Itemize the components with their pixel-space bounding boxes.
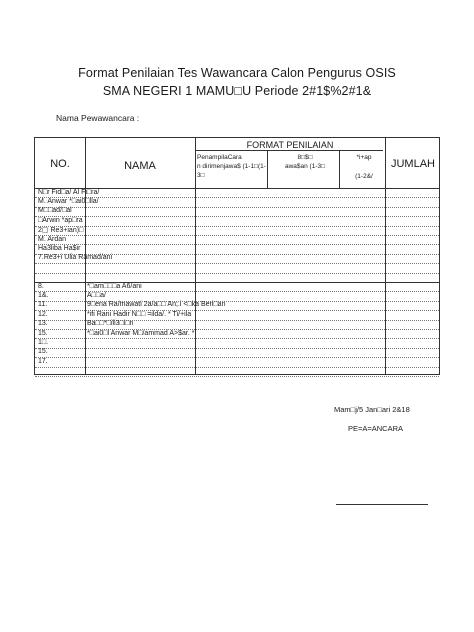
- col-divider: [339, 150, 340, 188]
- table-row: [35, 357, 439, 366]
- row-number-cell: M□□ad/□al: [38, 207, 72, 215]
- document-title: Format Penilaian Tes Wawancara Calon Pengurus OSIS: [78, 66, 396, 80]
- table-row: [35, 263, 439, 272]
- criteria-1-header: [197, 153, 269, 180]
- table-row: [35, 282, 439, 291]
- row-name-cell: 9□ena Ra/mawati 2a/a□□ An;.i <□ka Beri□an: [87, 301, 226, 309]
- row-number-cell: 1&.: [38, 291, 49, 299]
- signature-line: [336, 504, 428, 505]
- row-number-cell: 8.: [38, 282, 44, 290]
- table-row: [35, 310, 439, 319]
- criteria-3-header: [343, 153, 385, 181]
- row-number-cell: 1□.: [38, 338, 49, 346]
- row-divider: [35, 376, 439, 377]
- place-date: Mam□j/5 Jan□ari 2&18: [334, 405, 410, 414]
- row-number-cell: 2▢ Re3+ian)□: [38, 227, 84, 235]
- row-name-cell: *□am□□□a A6/ani: [87, 282, 142, 290]
- criteria-2-line2: awa$an (1-3□: [284, 163, 326, 170]
- row-number-cell: 15.: [38, 329, 48, 337]
- row-number-cell: □Arwin *ap□ra: [38, 216, 83, 224]
- row-name-cell: *ifi Rani Hadir N□□ =ilda/. * Ti/+ila: [87, 310, 192, 318]
- col-no-header: NO.: [50, 158, 70, 170]
- criteria-1-line1: PenampilaCara: [197, 154, 242, 161]
- table-row: [35, 291, 439, 300]
- row-number-cell: 7.Re3+i Ulia Ramad/ani: [38, 254, 113, 262]
- row-number-cell: 15.: [38, 348, 48, 356]
- table-row: [35, 338, 439, 347]
- header-divider: [195, 150, 383, 151]
- table-row: [35, 226, 439, 235]
- row-number-cell: 11.: [38, 301, 48, 309]
- table-row: [35, 329, 439, 338]
- criteria-3-line2: (1-2&/: [355, 173, 373, 180]
- row-number-cell: M. Ardan: [38, 235, 67, 243]
- assessment-table: [34, 137, 440, 375]
- criteria-2-header: [271, 153, 339, 171]
- row-number-cell: 13.: [38, 320, 48, 328]
- table-row: [35, 197, 439, 206]
- document-subtitle: SMA NEGERI 1 MAMU□U Periode 2#1$%2#1&: [102, 84, 372, 98]
- table-row: [35, 244, 439, 253]
- row-name-cell: Ba□□*□ili3□i□n: [87, 320, 134, 328]
- col-nama-header: NAMA: [124, 160, 156, 172]
- table-row: [35, 235, 439, 244]
- col-jumlah-header: JUMLAH: [390, 158, 435, 170]
- format-header: FORMAT PENILAIAN: [246, 140, 334, 150]
- criteria-1-line2: n dirimenjawa$ (1-1□(1-3□: [197, 163, 266, 179]
- table-row: [35, 207, 439, 216]
- row-name-cell: A□□a/: [87, 291, 106, 299]
- interviewer-label: Nama Pewawancara :: [56, 113, 140, 123]
- row-number-cell: M. Anwar *□ai0□lla/: [38, 197, 99, 205]
- table-row: [35, 348, 439, 357]
- signature-role: PE=A=ANCARA: [348, 424, 404, 433]
- criteria-3-line1: *i+ap: [356, 154, 372, 161]
- table-row: [35, 188, 439, 197]
- row-name-cell: *□ai0□l Anwar M□/ammad A>$ar. *: [87, 329, 195, 337]
- table-row: [35, 320, 439, 329]
- table-row: [35, 216, 439, 225]
- row-number-cell: 17.: [38, 357, 48, 365]
- table-row: [35, 301, 439, 310]
- criteria-2-line1: 8□$□: [297, 154, 313, 161]
- row-number-cell: N□r Fid□a/ Al Fi□ra/: [38, 188, 100, 196]
- row-number-cell: Ha3liba Ha$ir: [38, 244, 81, 252]
- table-row: [35, 273, 439, 282]
- table-row: [35, 367, 439, 376]
- table-row: [35, 254, 439, 263]
- row-number-cell: 12.: [38, 310, 48, 318]
